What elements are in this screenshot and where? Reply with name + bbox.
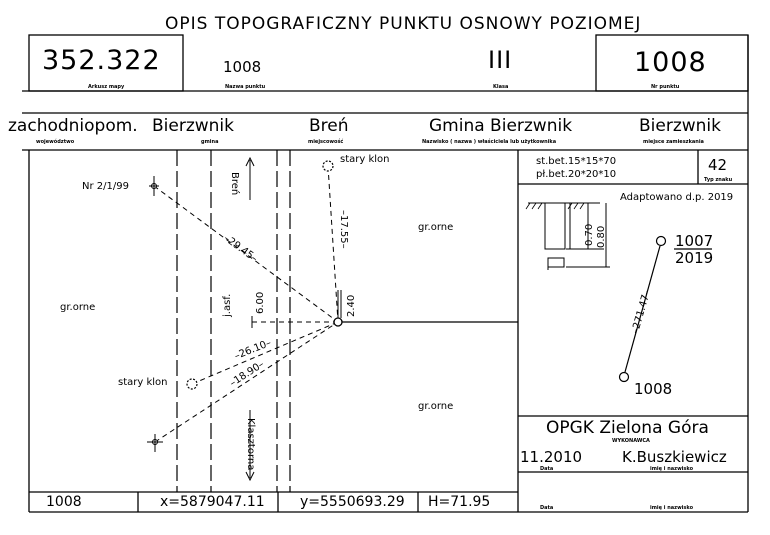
nr-label: Nr 2/1/99 <box>82 181 129 192</box>
coord-point: 1008 <box>46 494 82 510</box>
date-label-2: Data <box>540 505 554 511</box>
tree-top-label: stary klon <box>340 154 390 165</box>
owner-label: Nazwisko ( nazwa ) właściciela lub użytkownika <box>422 139 557 145</box>
executor-date-label: Data <box>540 466 554 472</box>
marker-line-2: pł.bet.20*20*10 <box>536 169 617 180</box>
adapted-label: Adaptowano d.p. 2019 <box>620 192 734 203</box>
field-label-1: gr.orne <box>60 302 96 313</box>
coord-x: x=5879047.11 <box>160 494 265 510</box>
voivodeship-label: województwo <box>36 139 75 145</box>
company-label: WYKONAWCA <box>612 438 650 444</box>
site-value: Bierzwnik <box>639 116 722 136</box>
dist-1890-label: –18.90– <box>228 358 267 390</box>
depth-080-label: 0.80 <box>596 225 607 248</box>
number-value: 1008 <box>634 47 707 78</box>
coord-h: H=71.95 <box>428 494 491 510</box>
dist-600-label: 6.00 <box>255 291 266 314</box>
point-distance-label: –271.47– <box>630 288 653 336</box>
tree-bottom-marker <box>187 379 197 389</box>
point-top-year: 2019 <box>675 249 714 267</box>
class-value: III <box>488 46 513 74</box>
sheet-label: Arkusz mapy <box>88 84 125 90</box>
point-bottom-label: 1008 <box>634 380 673 398</box>
main-point-marker <box>334 318 342 326</box>
marker-type-value: 42 <box>708 156 728 174</box>
owner-value: Gmina Bierzwnik <box>429 116 573 136</box>
road-type-label: j.asf. <box>222 293 233 317</box>
tree-bottom-label: stary klon <box>118 377 168 388</box>
point-top-number: 1007 <box>675 232 714 250</box>
class-label: Klasa <box>493 84 509 90</box>
point-name-value: 1008 <box>223 58 262 76</box>
page-title: OPIS TOPOGRAFICZNY PUNKTU OSNOWY POZIOMEJ <box>165 14 642 34</box>
site-label: miejsce zamieszkania <box>643 139 704 145</box>
executor-name-label: imię i nazwisko <box>650 466 694 472</box>
dist-2945-label: –29.45– <box>221 233 260 265</box>
marker-line-1: st.bet.15*15*70 <box>536 156 617 167</box>
dist-1755-label: –17.55– <box>338 210 349 249</box>
place-value: Breń <box>309 116 349 136</box>
number-label: Nr punktu <box>651 84 680 90</box>
executor-date: 11.2010 <box>520 448 583 466</box>
depth-070-label: 0.70 <box>584 223 595 246</box>
marker-type-label: Typ znaku <box>704 177 733 183</box>
gmina-value: Bierzwnik <box>152 116 235 136</box>
name-label-2: imię i nazwisko <box>650 505 694 511</box>
point-name-label: Nazwa punktu <box>225 84 266 90</box>
road-bottom-label: Klasztorna <box>245 418 256 471</box>
sheet-value: 352.322 <box>42 45 161 76</box>
field-label-2: gr.orne <box>418 222 454 233</box>
tree-top-marker <box>323 161 333 171</box>
road-top-label: Breń <box>229 172 240 196</box>
executor-name: K.Buszkiewicz <box>622 448 727 466</box>
dist-240-label: 2.40 <box>346 294 357 317</box>
coord-y: y=5550693.29 <box>300 494 405 510</box>
voivodeship-value: zachodniopom. <box>8 116 138 136</box>
field-label-3: gr.orne <box>418 401 454 412</box>
dist-2610-label: –26.10– <box>233 337 273 363</box>
company-name: OPGK Zielona Góra <box>546 418 709 438</box>
gmina-label: gmina <box>201 139 219 145</box>
place-label: miejscowość <box>308 139 344 145</box>
